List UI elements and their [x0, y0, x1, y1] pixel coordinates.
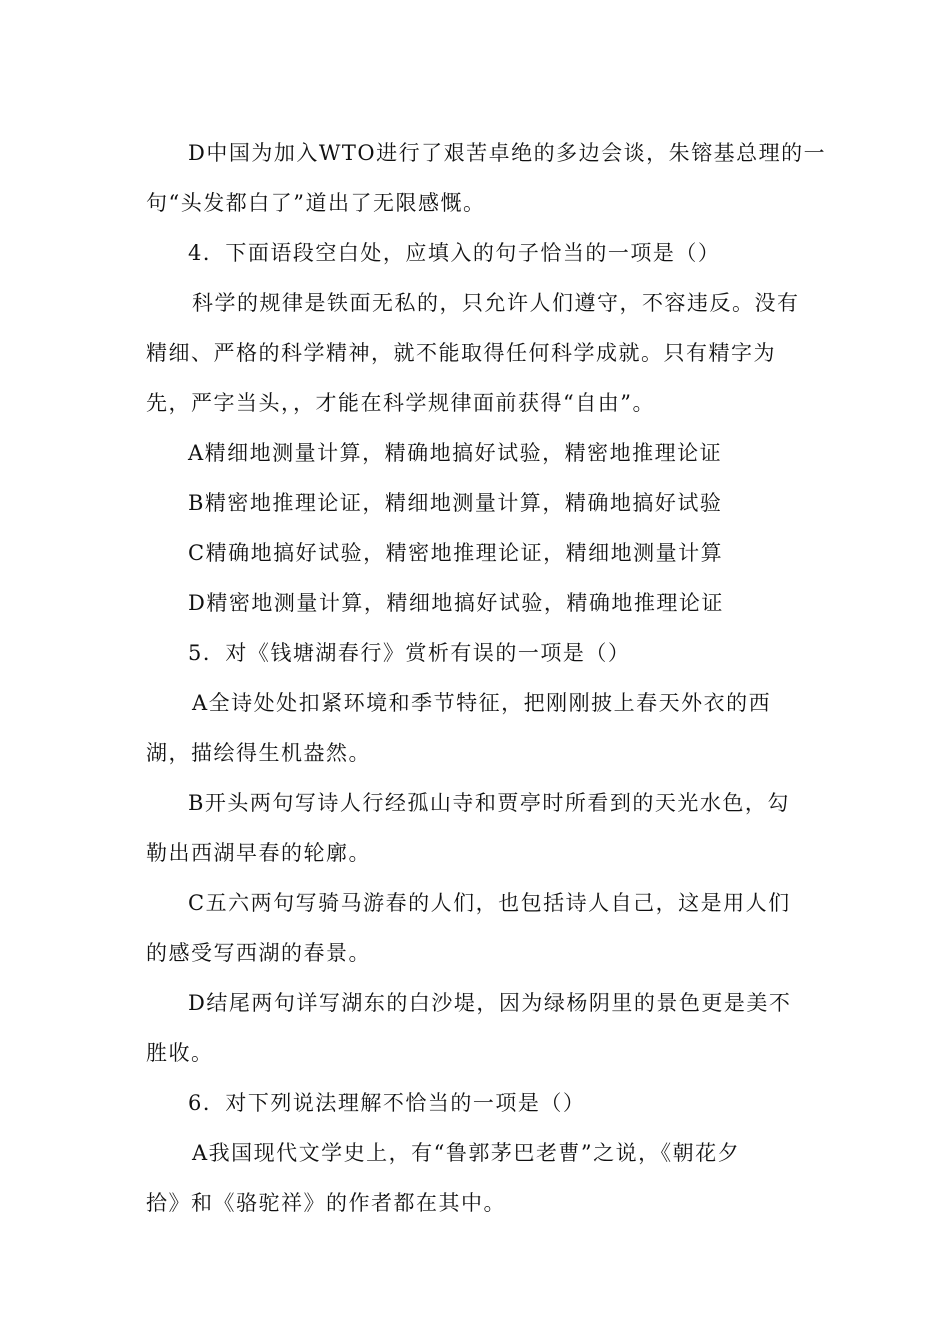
question-4-option-c [146, 528, 808, 578]
text-line: B开头两句写诗人行经孤山寺和贾亭时所看到的天光水色，勾 [188, 791, 790, 815]
text-line: 4．下面语段空白处，应填入的句子恰当的一项是（） [188, 241, 721, 265]
text-line: 句“头发都白了”道出了无限感慨。 [146, 191, 486, 215]
text-line: C精确地搞好试验，精密地推理论证，精细地测量计算 [188, 541, 724, 565]
question-5-option-c [146, 878, 808, 978]
text-line: 勒出西湖早春的轮廓。 [146, 841, 371, 865]
question-4-option-d [146, 578, 808, 628]
paragraph-option-d-wto [146, 128, 827, 228]
text-line: B精密地推理论证，精细地测量计算，精确地搞好试验 [188, 491, 723, 515]
text-line: 精细、严格的科学精神，就不能取得任何科学成就。只有精字为 [146, 341, 776, 365]
question-4-heading [146, 228, 808, 278]
text-line: A全诗处处扣紧环境和季节特征，把刚刚披上春天外衣的西 [192, 691, 772, 715]
text-line: C五六两句写骑马游春的人们，也包括诗人自己，这是用人们 [188, 891, 791, 915]
text-line: 胜收。 [146, 1041, 214, 1065]
question-6-heading [146, 1078, 808, 1128]
question-4-option-b [146, 478, 808, 528]
text-line: A我国现代文学史上，有“鲁郭茅巴老曹”之说，《朝花夕 [192, 1141, 741, 1165]
question-4-passage [146, 278, 808, 428]
text-line: 拾》和《骆驼祥》的作者都在其中。 [146, 1191, 506, 1215]
question-6-option-a [146, 1128, 808, 1228]
text-line: A精细地测量计算，精确地搞好试验，精密地推理论证 [188, 441, 723, 465]
text-line: D精密地测量计算，精细地搞好试验，精确地推理论证 [188, 591, 724, 615]
text-line: D中国为加入WTO进行了艰苦卓绝的多边会谈，朱镕基总理的一 [188, 141, 827, 165]
text-line: 5．对《钱塘湖春行》赏析有误的一项是（） [188, 641, 631, 665]
question-5-option-d [146, 978, 808, 1078]
question-5-heading [146, 628, 808, 678]
question-4-option-a [146, 428, 808, 478]
text-line: D结尾两句详写湖东的白沙堤，因为绿杨阴里的景色更是美不 [188, 991, 792, 1015]
text-line: 的感受写西湖的春景。 [146, 941, 371, 965]
text-line: 先，严字当头，，才能在科学规律面前获得“自由”。 [146, 391, 655, 415]
question-5-option-a [146, 678, 808, 778]
text-line: 6．对下列说法理解不恰当的一项是（） [188, 1091, 586, 1115]
text-line: 科学的规律是铁面无私的，只允许人们遵守，不容违反。没有 [192, 291, 800, 315]
question-5-option-b [146, 778, 808, 878]
text-line: 湖，描绘得生机盎然。 [146, 741, 371, 765]
